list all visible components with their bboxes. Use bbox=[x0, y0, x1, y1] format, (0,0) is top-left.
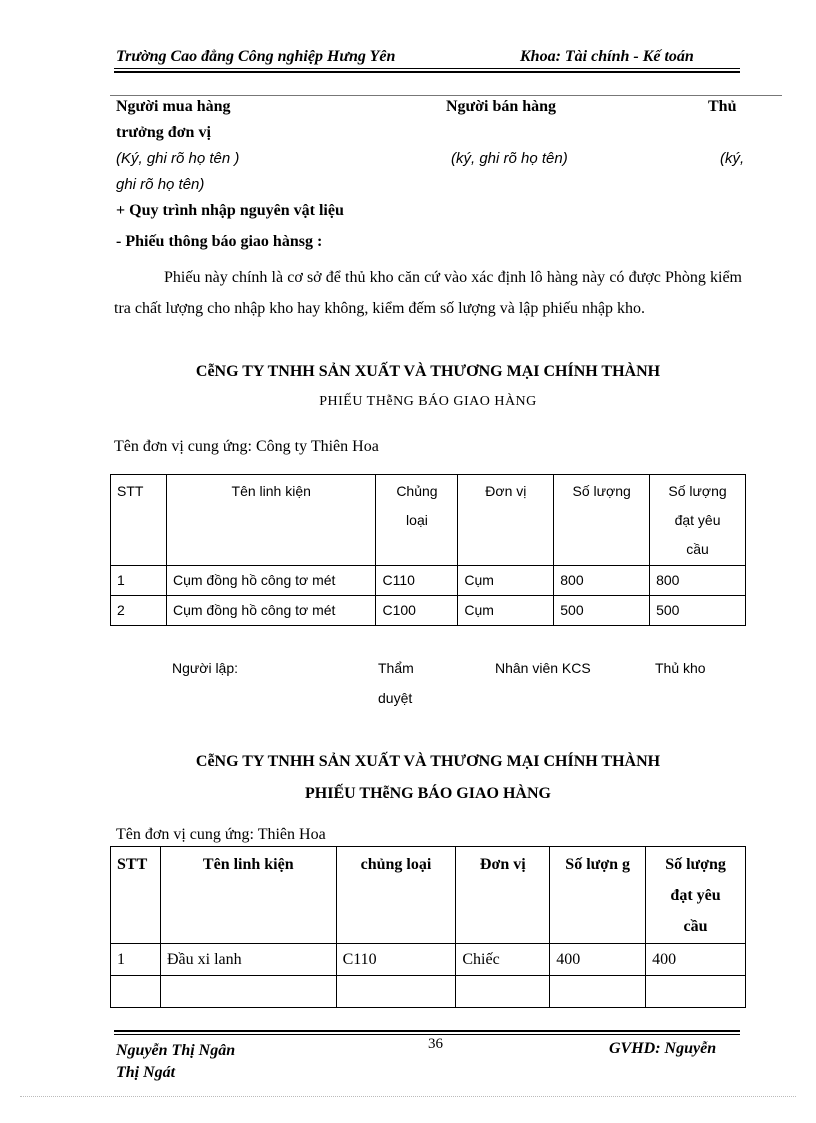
signer-approve-l2: duyệt bbox=[378, 690, 413, 706]
col-type-l1: Chủng bbox=[396, 483, 438, 499]
col-name: Tên linh kiện bbox=[166, 475, 376, 566]
cell-qty: 800 bbox=[554, 566, 650, 596]
col-type-l2: loại bbox=[406, 512, 428, 528]
signer-maker: Người lập: bbox=[172, 660, 239, 676]
cell-ok: 400 bbox=[646, 944, 746, 976]
footer-rule-thick bbox=[114, 1030, 740, 1032]
footer-author bbox=[116, 1040, 306, 1084]
description-paragraph bbox=[114, 262, 742, 324]
sig-head-note-part2: ghi rõ họ tên) bbox=[116, 176, 205, 193]
cell-ok: 800 bbox=[650, 566, 746, 596]
form1-company: CễNG TY TNHH SẢN XUẤT VÀ THƯƠNG MẠI CHÍNH THÀNH bbox=[195, 363, 661, 380]
col-unit: Đơn vị bbox=[456, 847, 550, 944]
cell-type: C100 bbox=[376, 596, 458, 626]
sig-seller-note: (ký, ghi rõ họ tên) bbox=[451, 150, 568, 167]
cell-unit: Cụm bbox=[458, 566, 554, 596]
footer-author-l2: Thị Ngát bbox=[116, 1064, 176, 1081]
col-ok-l1: Số lượng bbox=[668, 483, 727, 499]
cell-stt: 2 bbox=[111, 596, 167, 626]
table-row-empty bbox=[111, 976, 746, 1008]
sig-head-part2: trưởng đơn vị bbox=[116, 124, 211, 141]
notice-heading: - Phiếu thông báo giao hànsg : bbox=[116, 233, 323, 250]
col-ok-l1: Số lượng bbox=[665, 856, 726, 873]
cell-stt: 1 bbox=[111, 566, 167, 596]
col-name: Tên linh kiện bbox=[160, 847, 336, 944]
process-heading: + Quy trình nhập nguyên vật liệu bbox=[116, 202, 344, 219]
col-unit: Đơn vị bbox=[458, 475, 554, 566]
form2-title: PHIẾU THễNG BÁO GIAO HÀNG bbox=[305, 785, 551, 802]
signer-kcs: Nhân viên KCS bbox=[495, 660, 591, 676]
form2-company: CễNG TY TNHH SẢN XUẤT VÀ THƯƠNG MẠI CHÍNH THÀNH bbox=[195, 753, 661, 770]
col-ok-l3: cầu bbox=[686, 541, 709, 557]
col-stt: STT bbox=[111, 847, 161, 944]
cell-unit: Cụm bbox=[458, 596, 554, 626]
cell-name: Đầu xi lanh bbox=[160, 944, 336, 976]
header-school: Trường Cao đẳng Công nghiệp Hưng Yên bbox=[116, 48, 396, 65]
form1-title: PHIẾU THễNG BÁO GIAO HÀNG bbox=[319, 394, 537, 409]
page-bottom-divider bbox=[20, 1096, 796, 1097]
col-stt: STT bbox=[111, 475, 167, 566]
sig-seller: Người bán hàng bbox=[446, 98, 557, 115]
col-ok-l2: đạt yêu bbox=[674, 512, 721, 528]
signer-keeper: Thủ kho bbox=[655, 660, 706, 676]
form1-supplier: Tên đơn vị cung ứng: Công ty Thiên Hoa bbox=[114, 438, 379, 455]
col-type bbox=[376, 475, 458, 566]
signature-divider bbox=[110, 95, 782, 96]
cell-ok: 500 bbox=[650, 596, 746, 626]
form1-header-row bbox=[111, 475, 746, 566]
cell-qty: 400 bbox=[550, 944, 646, 976]
col-qty: Số lượng bbox=[554, 475, 650, 566]
table-row bbox=[111, 566, 746, 596]
cell-name: Cụm đồng hồ công tơ mét bbox=[166, 566, 376, 596]
cell-name: Cụm đồng hồ công tơ mét bbox=[166, 596, 376, 626]
sig-buyer-note: (Ký, ghi rõ họ tên ) bbox=[116, 150, 240, 167]
col-qty: Số lượn g bbox=[550, 847, 646, 944]
sig-buyer: Người mua hàng bbox=[116, 98, 231, 115]
form2-supplier: Tên đơn vị cung ứng: Thiên Hoa bbox=[116, 826, 326, 843]
form1-table bbox=[110, 474, 746, 626]
col-ok-l2: đạt yêu bbox=[670, 887, 721, 904]
page-number: 36 bbox=[428, 1036, 443, 1052]
table-row bbox=[111, 596, 746, 626]
col-type: chủng loại bbox=[336, 847, 456, 944]
form2-header-row bbox=[111, 847, 746, 944]
col-ok-l3: cầu bbox=[683, 918, 708, 935]
cell-type: C110 bbox=[336, 944, 456, 976]
footer-rule-thin bbox=[114, 1034, 740, 1035]
cell-qty: 500 bbox=[554, 596, 650, 626]
col-ok bbox=[646, 847, 746, 944]
header-rule-thick bbox=[114, 71, 740, 73]
sig-head-part1: Thủ bbox=[708, 98, 737, 115]
sig-head-note-part1: (ký, bbox=[720, 150, 745, 167]
form2-table bbox=[110, 846, 746, 1008]
cell-unit: Chiếc bbox=[456, 944, 550, 976]
col-ok bbox=[650, 475, 746, 566]
signer-approve-l1: Thẩm bbox=[378, 660, 414, 676]
cell-type: C110 bbox=[376, 566, 458, 596]
paragraph-text: Phiếu này chính là cơ sở để thủ kho căn cứ vào xác định lô hàng này có được Phòng kiểm tra chất lượng cho nhập kho hay không, kiểm đếm số lượng và lập phiếu nhập kho. bbox=[114, 269, 742, 317]
table-row bbox=[111, 944, 746, 976]
footer-advisor: GVHD: Nguyễn bbox=[609, 1040, 717, 1057]
cell-stt: 1 bbox=[111, 944, 161, 976]
header-faculty: Khoa: Tài chính - Kế toán bbox=[520, 48, 694, 65]
header-rule-thin bbox=[114, 68, 740, 69]
footer-author-l1: Nguyễn Thị Ngân bbox=[116, 1042, 236, 1059]
